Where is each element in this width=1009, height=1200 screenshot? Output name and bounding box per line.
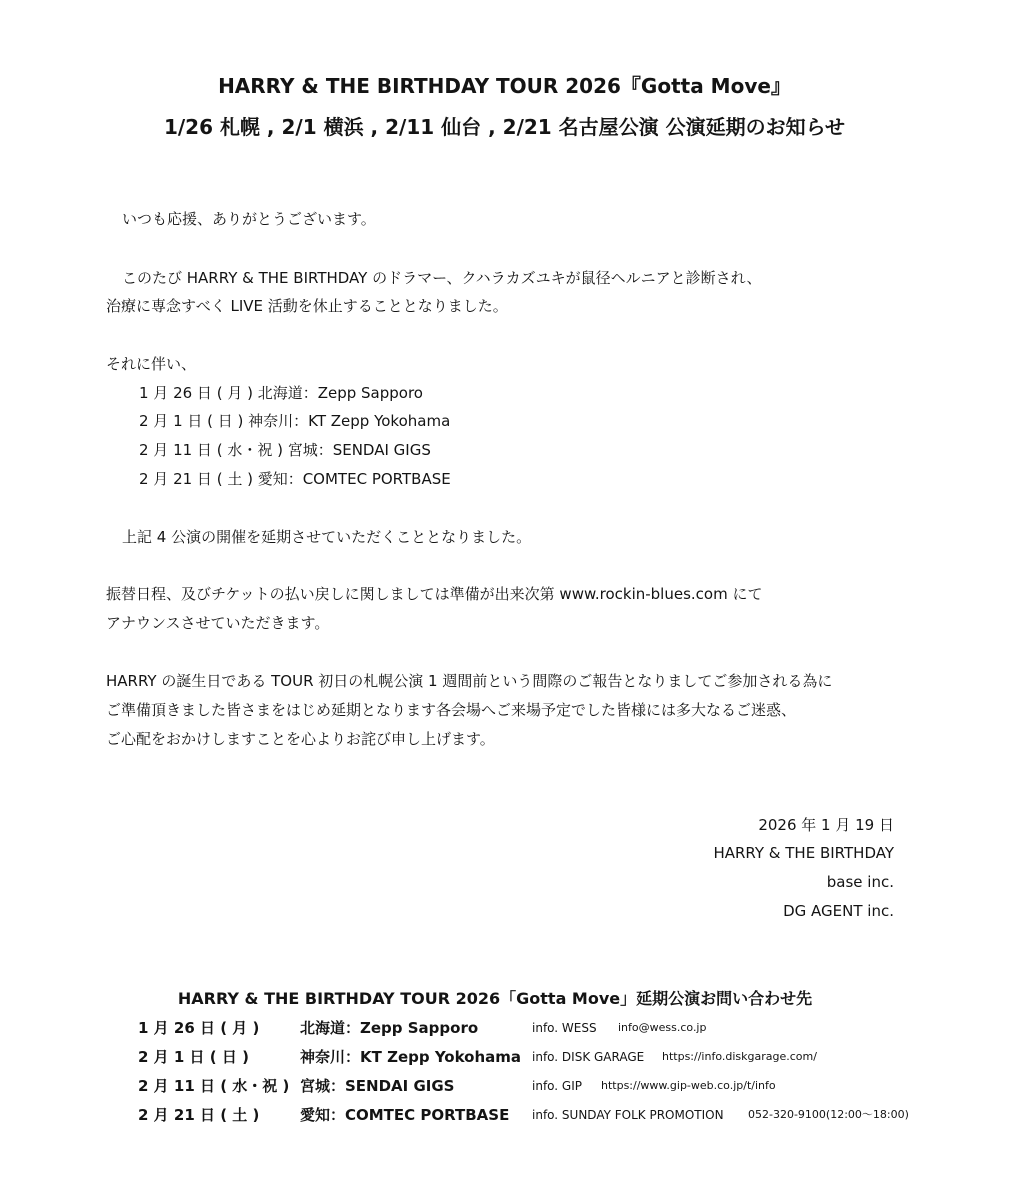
announcement-line-1: このたび HARRY & THE BIRTHDAY のドラマー、クハラカズユキが鼠径ヘルニアと診断され、	[122, 269, 762, 287]
contact-org: info. GIP	[532, 1079, 582, 1093]
contact-date: 2 月 1 日 ( 日 )	[138, 1048, 249, 1066]
contact-venue: 神奈川：KT Zepp Yokohama	[300, 1048, 522, 1066]
contact-row	[0, 1075, 1009, 1097]
contacts-title: HARRY & THE BIRTHDAY TOUR 2026「Gotta Move」延期公演お問い合わせ先	[177, 989, 813, 1008]
contact-detail: 052-320-9100(12:00〜18:00)	[748, 1108, 909, 1121]
refund-line-1: 振替日程、及びチケットの払い戻しに関しましては準備が出来次第 www.rockin-blues.com にて	[106, 585, 763, 603]
contact-detail: https://www.gip-web.co.jp/t/info	[601, 1079, 776, 1092]
apology-line-3: ご心配をおかけしますことを心よりお詫び申し上げます。	[106, 730, 495, 748]
show-item-yokohama: 2 月 1 日 ( 日 ) 神奈川：KT Zepp Yokohama	[139, 412, 451, 430]
contact-venue: 宮城：SENDAI GIGS	[300, 1077, 455, 1095]
announcement-line-2: 治療に専念すべく LIVE 活動を休止することとなりました。	[106, 297, 508, 315]
contact-date: 2 月 21 日 ( 土 )	[138, 1106, 260, 1124]
contact-detail: info@wess.co.jp	[618, 1021, 707, 1034]
contact-row	[0, 1046, 1009, 1068]
apology-line-2: ご準備頂きました皆さまをはじめ延期となります各会場へご来場予定でした皆様には多大なるご迷惑、	[106, 701, 797, 719]
contact-row	[0, 1017, 1009, 1039]
signatory-base-inc: base inc.	[826, 873, 894, 891]
contact-detail: https://info.diskgarage.com/	[662, 1050, 817, 1063]
contact-org: info. DISK GARAGE	[532, 1050, 645, 1064]
show-item-sendai: 2 月 11 日 ( 水・祝 ) 宮城：SENDAI GIGS	[139, 441, 431, 459]
postpone-text: 上記 4 公演の開催を延期させていただくこととなりました。	[122, 528, 532, 546]
notice-subtitle: 1/26 札幌 , 2/1 横浜 , 2/11 仙台 , 2/21 名古屋公演 公演延期のお知らせ	[163, 115, 846, 139]
contact-date: 1 月 26 日 ( 月 )	[138, 1019, 260, 1037]
signatory-artist: HARRY & THE BIRTHDAY	[713, 844, 894, 862]
apology-line-1: HARRY の誕生日である TOUR 初日の札幌公演 1 週間前という間際のご報告となりましてご参加される為に	[106, 672, 833, 690]
contact-venue: 愛知：COMTEC PORTBASE	[300, 1106, 510, 1124]
contact-date: 2 月 11 日 ( 水・祝 )	[138, 1077, 290, 1095]
show-item-nagoya: 2 月 21 日 ( 土 ) 愛知：COMTEC PORTBASE	[139, 470, 451, 488]
contact-org: info. WESS	[532, 1021, 597, 1035]
signatory-dg-agent: DG AGENT inc.	[783, 902, 894, 920]
contact-org: info. SUNDAY FOLK PROMOTION	[532, 1108, 724, 1122]
contact-venue: 北海道：Zepp Sapporo	[300, 1019, 479, 1037]
refund-line-2: アナウンスさせていただきます。	[106, 614, 330, 632]
show-item-sapporo: 1 月 26 日 ( 月 ) 北海道：Zepp Sapporo	[139, 384, 423, 402]
notice-date: 2026 年 1 月 19 日	[758, 816, 894, 834]
contact-row	[0, 1104, 1009, 1126]
notice-title: HARRY & THE BIRTHDAY TOUR 2026『Gotta Move』	[218, 74, 791, 98]
accordingly-text: それに伴い、	[106, 355, 197, 373]
greeting-text: いつも応援、ありがとうございます。	[122, 210, 376, 228]
